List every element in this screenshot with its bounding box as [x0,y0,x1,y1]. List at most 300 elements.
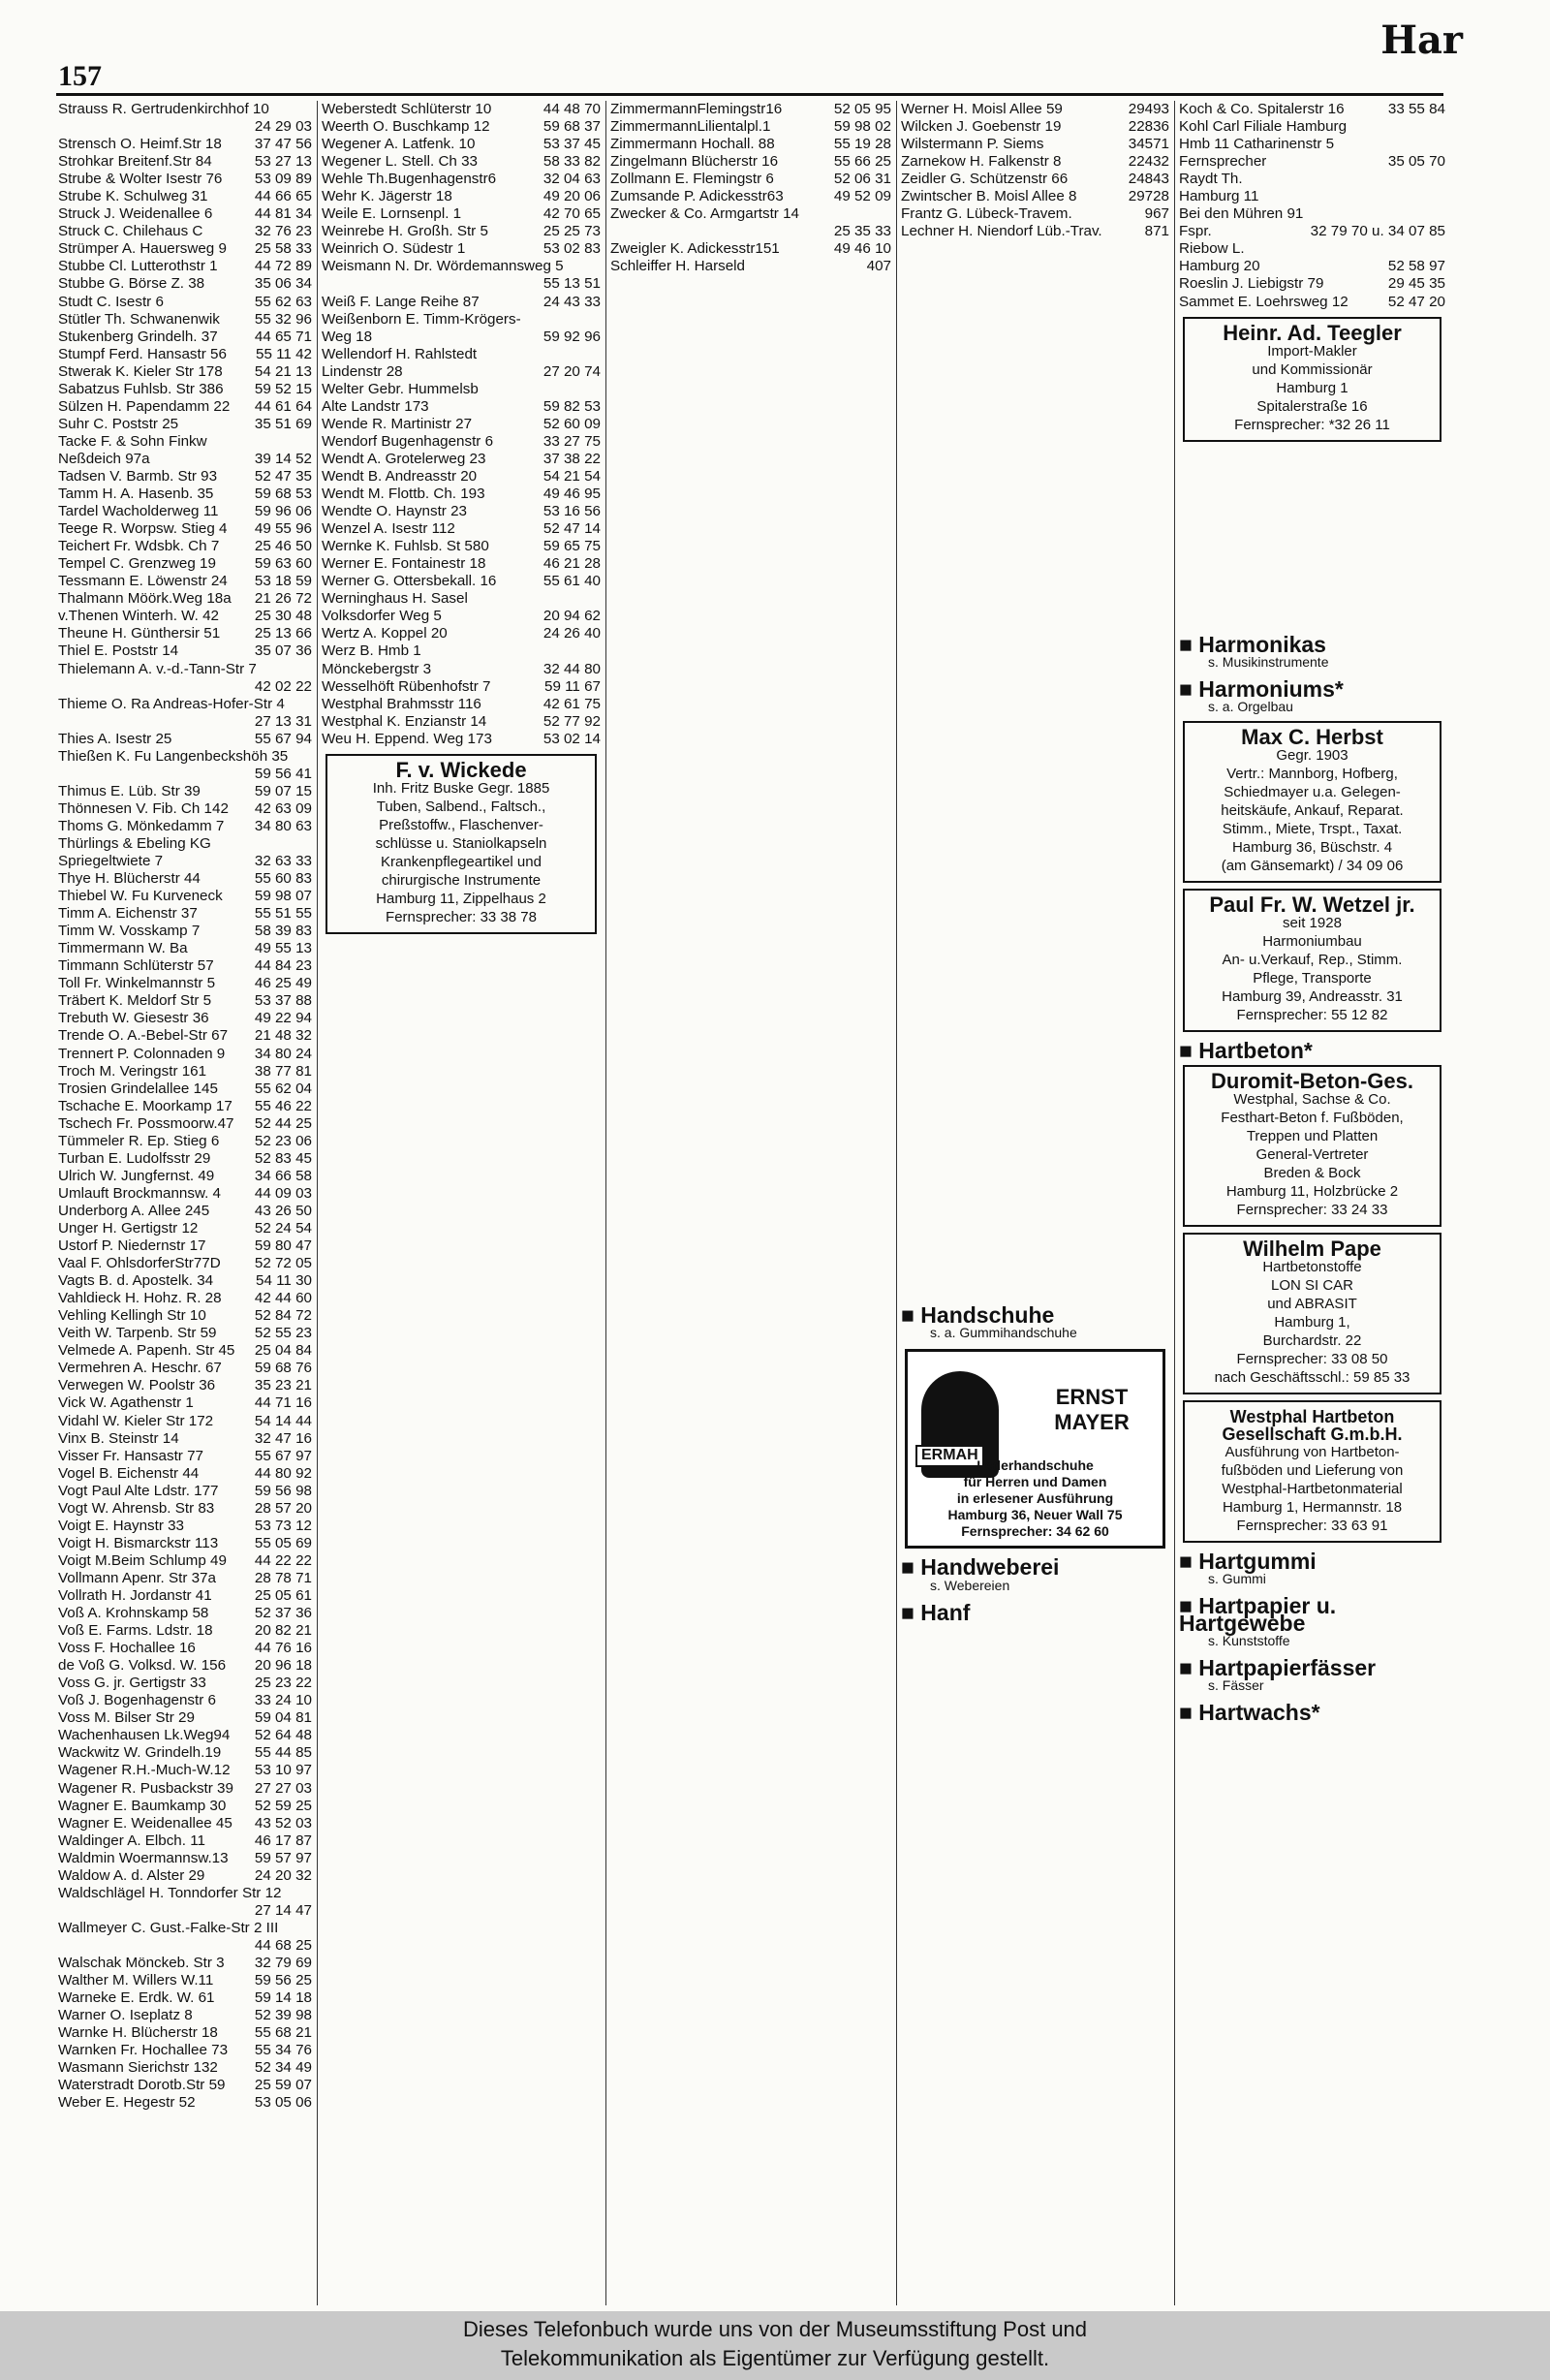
listing-entry [1179,240,1445,258]
ad-line: Hamburg 36, Büschstr. 4 [1231,838,1393,856]
listing-name: Voß A. Krohnskamp 58 [58,1605,209,1622]
listing-phone: 24843 [1128,171,1169,188]
listing-name: Wagner E. Baumkamp 30 [58,1797,227,1814]
category-sub: s. Fässer [1208,1677,1264,1694]
listing-name: Sülzen H. Papendamm 22 [58,397,231,415]
listing-phone: 52 39 98 [254,2007,312,2024]
ad-title: ERNST MAYER [1054,1385,1130,1435]
listing-phone: 37 47 56 [254,136,312,153]
ad-line: Schiedmayer u.a. Gelegen- [1224,783,1401,800]
listing-entry [322,713,601,731]
listing-name: Strohkar Breitenf.Str 84 [58,153,212,171]
listing-name: Wendt B. Andreasstr 20 [322,467,478,485]
listing-phone: 32 79 70 u. 34 07 85 [1310,223,1445,240]
category-hanf: ■ Hanf [901,1604,1169,1621]
ad-line: Westphal, Sachse & Co. [1233,1090,1391,1108]
listing-phone [1442,188,1445,205]
listing-phone: 59 57 97 [254,1849,312,1866]
listing-phone: 59 65 75 [542,538,601,555]
listing-name: Wehr K. Jägerstr 18 [322,188,452,205]
listing-phone: 27 27 03 [254,1779,312,1797]
listing-entry [58,1185,312,1203]
listing-phone: 32 63 33 [254,853,312,870]
listing-phone: 55 67 94 [254,730,312,747]
listing-name: Walschak Mönckeb. Str 3 [58,1954,225,1971]
listing-entry [58,1798,312,1815]
listing-phone [308,748,312,766]
listing-entry [58,992,312,1010]
listing-entry [58,608,312,625]
listing-phone: 52 05 95 [833,101,891,117]
ad-title: Max C. Herbst [1241,724,1383,749]
ad-line: heitskäufe, Ankauf, Reparat. [1221,801,1404,819]
listing-phone [887,205,891,223]
listing-name: Zingelmann Blücherstr 16 [610,153,779,171]
listing-entry [58,433,312,451]
listing-name: Timmermann W. Ba [58,940,188,957]
listing-phone: 25 05 61 [254,1586,312,1604]
listing-name: Waterstradt Dorotb.Str 59 [58,2077,226,2094]
ad-line: Hamburg 1, Hermannstr. 18 [1222,1499,1403,1517]
listing-entry [58,171,312,188]
listing-entry [610,101,891,118]
listing-entry [901,171,1169,188]
listing-entry [58,1744,312,1762]
ad-line: Fernsprecher: 33 38 78 [386,908,537,925]
listing-name: Timmann Schlüterstr 57 [58,957,214,975]
listing-name: Wegener A. Latfenk. 10 [322,136,476,153]
ad-line: Fernsprecher: 33 63 91 [1236,1518,1388,1535]
listing-phone: 42 61 75 [542,695,601,712]
listing-entry [58,1867,312,1885]
listing-entry [58,311,312,329]
ad-line: Hartbetonstoffe [1262,1259,1362,1276]
category-sub: s. Webereien [930,1577,1010,1593]
listing-phone: 53 37 45 [542,136,601,153]
ad-line: Ausführung von Hartbeton- [1224,1444,1400,1461]
ad-line: Tuben, Salbend., Faltsch., [376,798,546,815]
listing-name: Troch M. Veringstr 161 [58,1062,207,1080]
listing-phone: 27 14 47 [254,1901,312,1919]
listing-phone: 49 20 06 [542,188,601,205]
listing-entry [322,608,601,625]
listing-name: Voigt E. Haynstr 33 [58,1517,185,1534]
listing-name: Strube & Wolter Isestr 76 [58,171,223,188]
listing-phone [1442,240,1445,258]
listing-phone: 55 44 85 [254,1744,312,1762]
listing-phone: 25 30 48 [254,608,312,625]
listing-phone: 871 [1144,223,1169,240]
listing-name: Hmb 11 Catharinenstr 5 [1179,136,1335,153]
listing-entry [322,468,601,485]
ad-line: General-Vertreter [1256,1145,1369,1163]
listing-name: Tessmann E. Löwenstr 24 [58,573,228,590]
listing-entry [58,188,312,205]
listing-entry [58,118,312,136]
listing-entry [322,153,601,171]
listing-phone: 55 61 40 [542,573,601,590]
listing-phone: 52 72 05 [254,1255,312,1272]
listing-name: Weiß F. Lange Reihe 87 [322,293,480,310]
listing-name: Tümmeler R. Ep. Stieg 6 [58,1132,220,1149]
listing-phone: 54 14 44 [254,1412,312,1429]
listing-entry [58,2094,312,2112]
listing-name: Warner O. Iseplatz 8 [58,2007,193,2024]
listing-phone: 44 48 70 [542,101,601,117]
listing-name: Zumsande P. Adickesstr63 [610,188,784,205]
listing-entry [58,678,312,696]
listing-entry [58,1535,312,1552]
listing-name: Vogt W. Ahrensb. Str 83 [58,1499,215,1517]
listing-entry [58,1622,312,1640]
listing-phone: 55 46 22 [254,1097,312,1114]
listing-phone: 52 34 49 [254,2059,312,2077]
listing-phone: 32 04 63 [542,171,601,188]
listing-phone: 44 76 16 [254,1640,312,1657]
listing-phone: 33 55 84 [1387,101,1445,117]
listing-name: Velmede A. Papenh. Str 45 [58,1342,235,1360]
column-divider [605,101,606,2305]
listing-entry [58,766,312,783]
listing-entry [58,1133,312,1150]
category-handschuhe: ■ Handschuhe [901,1306,1169,1324]
listing-phone: 39 14 52 [254,450,312,467]
ad-pape [1183,1233,1442,1394]
listing-name: Hamburg 20 [1179,258,1260,275]
listing-entry [58,1989,312,2007]
listing-phone [597,346,601,363]
listing-name: Trennert P. Colonnaden 9 [58,1045,226,1062]
ad-title: Paul Fr. W. Wetzel jr. [1209,892,1415,917]
listing-entry [322,503,601,520]
listing-entry [322,590,601,608]
listing-entry [1179,294,1445,311]
listing-phone: 52 47 14 [542,520,601,538]
listing-name: Tschache E. Moorkamp 17 [58,1097,232,1114]
listing-phone: 52 60 09 [542,415,601,432]
ad-line: Burchardstr. 22 [1262,1332,1362,1350]
listing-phone: 25 23 22 [254,1675,312,1692]
listing-entry [58,538,312,555]
listing-name: Weerth O. Buschkamp 12 [322,118,490,136]
listing-phone: 35 23 21 [254,1377,312,1394]
listing-phone: 25 25 73 [542,223,601,240]
listing-name: Zarnekow H. Falkenstr 8 [901,153,1062,171]
listing-phone: 35 07 36 [254,642,312,660]
listing-entry [322,678,601,696]
listing-name: Ulrich W. Jungfernst. 49 [58,1167,215,1184]
ad-line: An- u.Verkauf, Rep., Stimm. [1222,951,1403,968]
listing-phone: 29493 [1128,101,1169,117]
listing-phone: 55 68 21 [254,2024,312,2042]
listing-name: Wendorf Bugenhagenstr 6 [322,432,494,450]
category-sub: s. Kunststoffe [1208,1633,1290,1649]
listing-entry [322,731,601,748]
listing-entry [58,2059,312,2077]
listing-phone: 55 51 55 [254,905,312,923]
listing-name: Weinrebe H. Großh. Str 5 [322,223,488,240]
listing-entry [322,329,601,346]
listing-name: Westphal Brahmsstr 116 [322,695,481,712]
listing-phone: 52 55 23 [254,1325,312,1342]
listing-entry [58,800,312,818]
listing-name: Vehling Kellingh Str 10 [58,1307,206,1325]
listing-phone: 27 13 31 [254,712,312,730]
listing-phone: 59 56 98 [254,1482,312,1499]
listing-entry [58,1902,312,1920]
ad-body [1193,342,1432,434]
listing-phone: 44 84 23 [254,957,312,975]
category-harmonikas: ■ Harmonikas [1179,636,1445,653]
listing-entry [58,258,312,275]
listing-name: Zeidler G. Schützenstr 66 [901,171,1069,188]
listing-name: Wachenhausen Lk.Weg94 [58,1727,231,1744]
listing-entry [901,136,1169,153]
listing-name: Vogt Paul Alte Ldstr. 177 [58,1482,219,1499]
listing-entry [58,748,312,766]
listing-name: Thye H. Blücherstr 44 [58,870,201,888]
listing-name: Lechner H. Niendorf Lüb.-Trav. [901,223,1102,240]
listing-phone: 49 55 96 [254,520,312,538]
listing-entry [58,1448,312,1465]
listing-phone: 38 77 81 [254,1062,312,1080]
listing-name: Schleiffer H. Harseld [610,258,745,275]
ad-title: Duromit-Beton-Ges. [1211,1068,1413,1093]
ad-westphal [1183,1400,1442,1543]
listing-name: Hamburg 11 [1179,188,1259,205]
listing-entry [322,118,601,136]
category-harmoniums: ■ Harmoniums* [1179,680,1445,698]
listing-name: Wackwitz W. Grindelh.19 [58,1744,222,1762]
ad-line: Breden & Bock [1263,1164,1361,1181]
listing-entry [58,696,312,713]
listing-name: Timm A. Eichenstr 37 [58,905,198,923]
listing-entry [322,275,601,293]
listing-phone: 55 13 51 [542,275,601,293]
listing-phone: 20 96 18 [254,1657,312,1675]
ad-line: Hamburg 1, [1274,1314,1350,1331]
listing-phone: 44 80 92 [254,1464,312,1482]
listing-name: Wellendorf H. Rahlstedt [322,345,478,362]
listing-entry [58,1675,312,1692]
page-number: 157 [58,60,102,92]
listing-name: Ustorf P. Niedernstr 17 [58,1237,206,1255]
listing-phone: 53 05 06 [254,2094,312,2112]
listing-phone: 52 47 35 [254,467,312,485]
column-3-list [610,101,891,275]
listing-phone [308,661,312,678]
listing-phone: 55 60 83 [254,870,312,888]
listing-name: Thiel E. Poststr 14 [58,642,179,660]
ad-duromit [1183,1065,1442,1227]
ad-line: Vertr.: Mannborg, Hofberg, [1226,765,1398,782]
listing-phone: 52 77 92 [542,712,601,730]
listing-phone: 54 21 13 [254,362,312,380]
listing-name: Fernsprecher [1179,153,1267,171]
listing-entry [1179,205,1445,223]
listing-entry [58,1220,312,1237]
listing-name: Waldmin Woermannsw.13 [58,1849,229,1866]
listing-entry [901,153,1169,171]
ad-line: Pflege, Transporte [1253,969,1372,986]
listing-phone: 53 73 12 [254,1517,312,1534]
ad-wetzel [1183,889,1442,1032]
category-hartgummi: ■ Hartgummi [1179,1552,1445,1570]
ad-line: Inh. Fritz Buske Gegr. 1885 [372,779,550,797]
listing-name: Warneke E. Erdk. W. 61 [58,1989,215,2007]
listing-entry [58,1237,312,1255]
listing-name: Werner H. Moisl Allee 59 [901,101,1063,117]
listing-entry [58,1692,312,1709]
listing-entry [322,451,601,468]
listing-entry [58,923,312,940]
listing-phone: 25 13 66 [254,625,312,642]
listing-phone: 967 [1144,205,1169,223]
category-hartpapierfaesser: ■ Hartpapierfässer [1179,1659,1445,1676]
ad-herbst [1183,721,1442,883]
listing-name: Thiebel W. Fu Kurveneck [58,888,223,905]
listing-phone: 53 02 14 [542,730,601,747]
listing-phone: 44 22 22 [254,1551,312,1569]
listing-entry [58,590,312,608]
ad-body [1193,1443,1432,1535]
listing-phone: 52 47 20 [1387,293,1445,310]
listing-entry [58,573,312,590]
listing-name: Wilcken J. Goebenstr 19 [901,118,1062,136]
listing-phone: 27 20 74 [542,362,601,380]
listing-name: Walther M. Willers W.11 [58,1972,214,1989]
listing-name: Träbert K. Meldorf Str 5 [58,992,212,1010]
ad-wickede [326,754,597,934]
listing-name: Warnken Fr. Hochallee 73 [58,2042,229,2059]
listing-entry [58,1046,312,1063]
listing-entry [322,223,601,240]
listing-name: Suhr C. Poststr 25 [58,415,179,432]
listing-phone: 49 22 94 [254,1010,312,1027]
listing-entry [901,118,1169,136]
listing-entry [58,1780,312,1798]
listing-phone: 25 46 50 [254,538,312,555]
listing-entry [58,520,312,538]
ad-line: Fernsprecher: 33 24 33 [1236,1201,1388,1218]
listing-phone: 25 58 33 [254,240,312,258]
listing-entry [58,1063,312,1080]
listing-entry [58,731,312,748]
listing-name: Trosien Grindelallee 145 [58,1080,218,1097]
listing-name: Westphal K. Enzianstr 14 [322,712,487,730]
listing-entry [322,381,601,398]
listing-phone: 55 32 96 [254,310,312,328]
listing-phone: 28 57 20 [254,1499,312,1517]
listing-phone: 22836 [1128,118,1169,136]
listing-phone: 32 47 16 [254,1429,312,1447]
listing-name: Lindenstr 28 [322,362,403,380]
ad-line: für Herren und Damen [963,1474,1107,1490]
listing-name: Toll Fr. Winkelmannstr 5 [58,975,216,992]
listing-entry [58,1150,312,1168]
header-rule [56,93,1443,96]
listing-name: Alte Landstr 173 [322,397,429,415]
listing-name: Thoms G. Mönkedamm 7 [58,817,225,834]
listing-name: Wagener R. Pusbackstr 39 [58,1779,233,1797]
listing-entry [58,1972,312,1989]
ad-title: Heinr. Ad. Teegler [1223,320,1402,345]
listing-entry [610,171,891,188]
listing-phone: 53 37 88 [254,992,312,1010]
listing-entry [58,2007,312,2024]
ad-title: F. v. Wickede [395,757,527,782]
listing-name: Stütler Th. Schwanenwik [58,310,220,328]
listing-entry [58,835,312,853]
listing-entry [58,957,312,975]
listing-phone: 44 68 25 [254,1936,312,1954]
listing-entry [58,1832,312,1850]
listing-entry [58,1605,312,1622]
column-5 [1179,101,1445,1726]
listing-entry [322,573,601,590]
listing-phone: 46 25 49 [254,975,312,992]
ad-line: Lederhandschuhe [976,1457,1094,1474]
footer-line-2: Telekommunikation als Eigentümer zur Verfügung gestellt. [500,2346,1050,2370]
listing-name: Koch & Co. Spitalerstr 16 [1179,101,1345,117]
category-sub: s. Musikinstrumente [1208,653,1329,670]
listing-entry [322,188,601,205]
listing-name: Weberstedt Schlüterstr 10 [322,101,492,117]
listing-name: Frantz G. Lübeck-Travem. [901,205,1072,223]
ad-teegler [1183,317,1442,442]
listing-phone: 32 79 69 [254,1954,312,1971]
listing-entry [58,783,312,800]
listing-phone: 29 45 35 [1387,275,1445,293]
listing-phone: 52 59 25 [254,1797,312,1814]
listing-name: Unger H. Gertigstr 12 [58,1220,199,1237]
ad-line: Krankenpflegeartikel und [381,853,542,870]
listing-phone: 55 34 76 [254,2042,312,2059]
listing-name: Vogel B. Eichenstr 44 [58,1464,200,1482]
listing-phone [308,1920,312,1937]
listing-name: Strube K. Schulweg 31 [58,188,208,205]
listing-phone: 55 66 25 [833,153,891,171]
listing-entry [322,416,601,433]
listing-phone: 59 56 25 [254,1972,312,1989]
listing-phone [597,311,601,329]
listing-phone: 25 04 84 [254,1342,312,1360]
listing-phone: 59 56 41 [254,765,312,782]
listing-entry [58,1080,312,1098]
category-hartbeton: ■ Hartbeton* [1179,1042,1445,1059]
listing-name: Voss F. Hochallee 16 [58,1640,196,1657]
listing-name: Werz B. Hmb 1 [322,642,421,660]
listing-entry [322,555,601,573]
listing-name: Umlauft Brockmannsw. 4 [58,1184,221,1202]
listing-entry [322,136,601,153]
listing-entry [58,1342,312,1360]
listing-entry [58,1483,312,1500]
listing-phone: 42 63 09 [254,799,312,817]
listing-entry [58,416,312,433]
listing-entry [58,1815,312,1832]
listing-entry [58,275,312,293]
listing-entry [58,1587,312,1605]
listing-entry [58,1500,312,1518]
listing-name: Raydt Th. [1179,171,1243,188]
listing-entry [322,520,601,538]
listing-name: Stumpf Ferd. Hansastr 56 [58,345,227,362]
listing-phone: 55 05 69 [254,1534,312,1551]
listing-phone: 53 18 59 [254,573,312,590]
listing-phone [1442,118,1445,136]
listing-phone: 24 26 40 [542,625,601,642]
